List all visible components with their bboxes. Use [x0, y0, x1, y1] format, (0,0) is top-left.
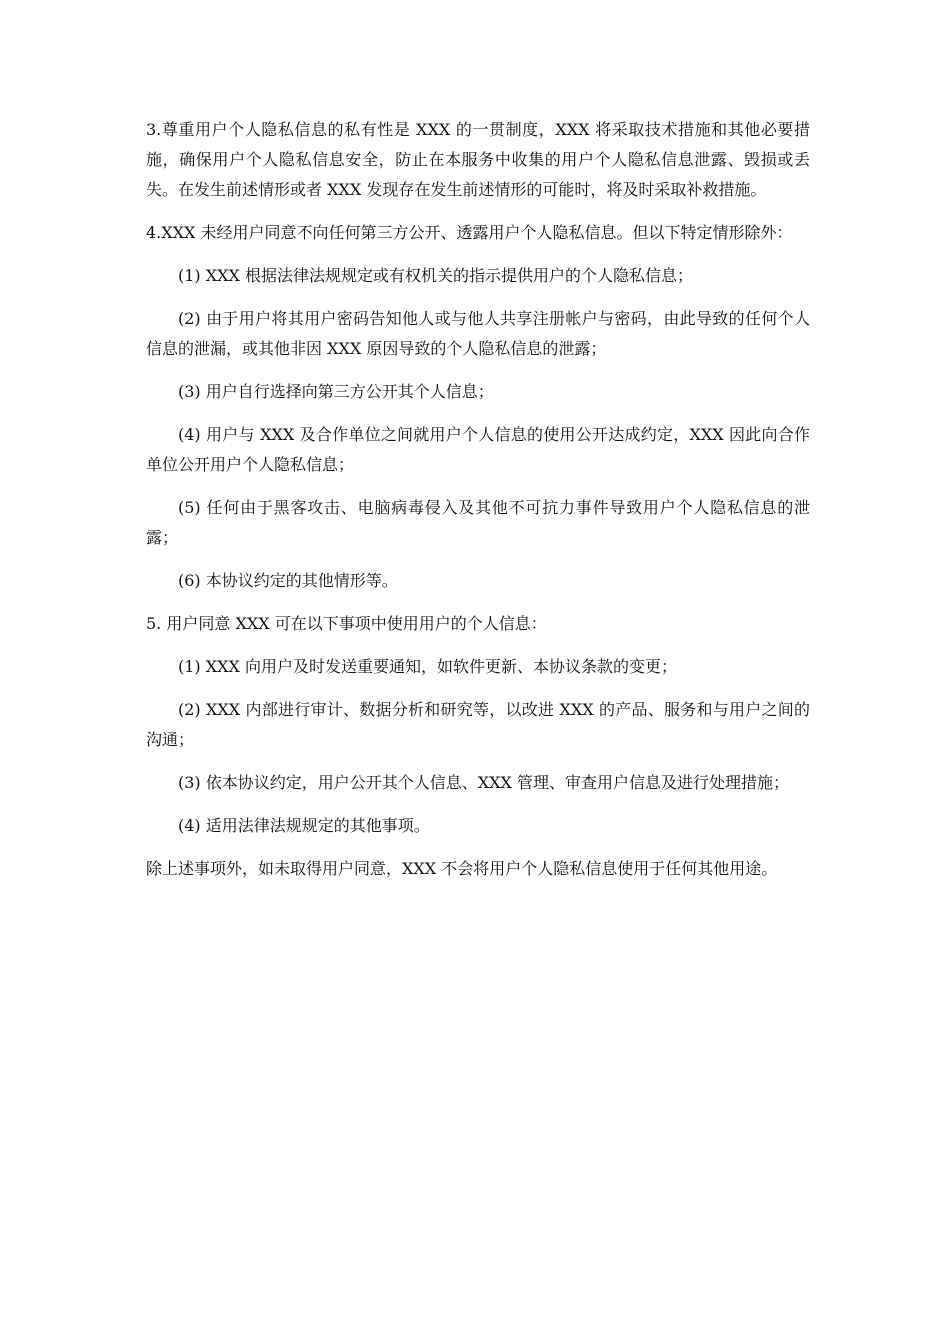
list-item-4-6: (6) 本协议约定的其他情形等。: [178, 571, 398, 590]
paragraph-closing: 除上述事项外，如未取得用户同意，XXX 不会将用户个人隐私信息使用于任何其他用途。: [146, 859, 778, 878]
paragraph-clause-3: 3.尊重用户个人隐私信息的私有性是 XXX 的一贯制度，XXX 将采取技术措施和其他必要措施，确保用户个人隐私信息安全，防止在本服务中收集的用户个人隐私信息泄露、毁损或丢失。在发生前述情形或者 XXX 发现存在发生前述情形的可能时，将及时采取补救措施。: [146, 120, 810, 199]
list-item-5-2: (2) XXX 内部进行审计、数据分析和研究等，以改进 XXX 的产品、服务和与用户之间的沟通；: [146, 700, 810, 749]
list-item-5-4: (4) 适用法律法规规定的其他事项。: [178, 816, 430, 835]
list-item-4-4: (4) 用户与 XXX 及合作单位之间就用户个人信息的使用公开达成约定，XXX 因此向合作单位公开用户个人隐私信息；: [146, 425, 810, 474]
list-item-4-3: (3) 用户自行选择向第三方公开其个人信息；: [178, 382, 494, 401]
list-item-5-1: (1) XXX 向用户及时发送重要通知，如软件更新、本协议条款的变更；: [178, 657, 678, 676]
list-item-4-5: (5) 任何由于黑客攻击、电脑病毒侵入及其他不可抗力事件导致用户个人隐私信息的泄露；: [146, 498, 810, 547]
list-item-5-3: (3) 依本协议约定，用户公开其个人信息、XXX 管理、审查用户信息及进行处理措施；: [178, 773, 790, 792]
list-item-4-1: (1) XXX 根据法律法规规定或有权机关的指示提供用户的个人隐私信息；: [178, 266, 694, 285]
document-body: [146, 115, 810, 897]
list-item-4-2: (2) 由于用户将其用户密码告知他人或与他人共享注册帐户与密码，由此导致的任何个人信息的泄漏，或其他非因 XXX 原因导致的个人隐私信息的泄露；: [146, 309, 810, 358]
paragraph-clause-5: 5. 用户同意 XXX 可在以下事项中使用用户的个人信息：: [146, 614, 547, 633]
paragraph-clause-4: 4.XXX 未经用户同意不向任何第三方公开、透露用户个人隐私信息。但以下特定情形除外：: [146, 223, 793, 242]
